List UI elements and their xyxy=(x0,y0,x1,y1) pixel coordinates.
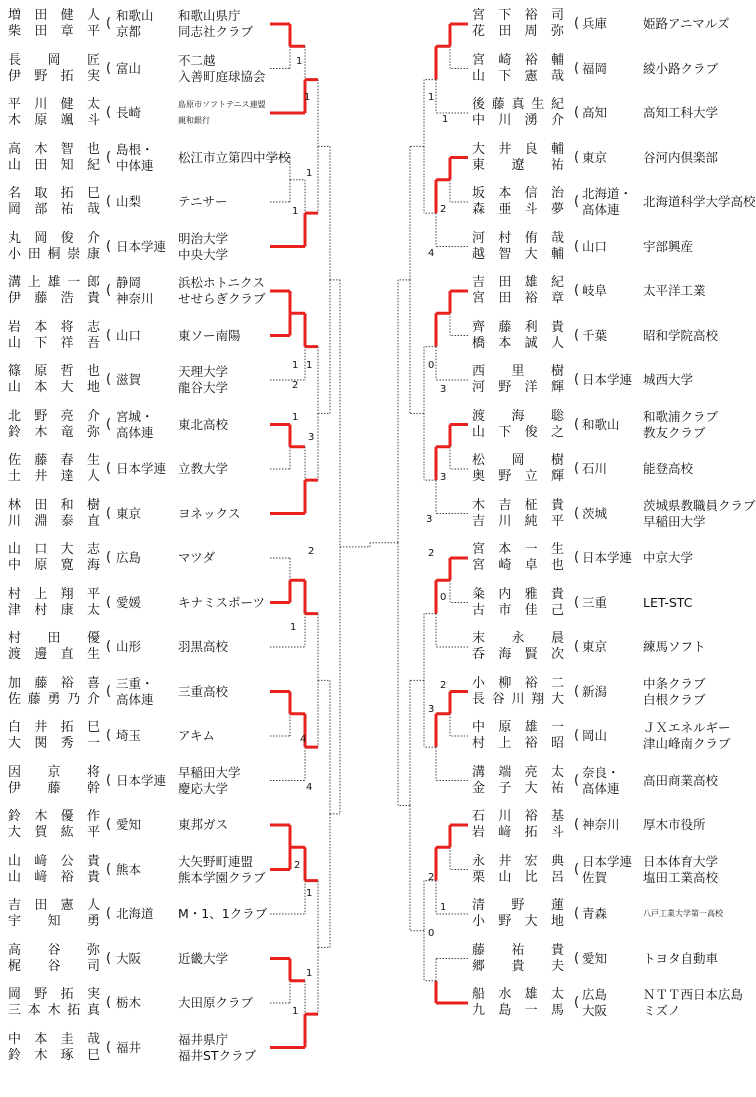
club-name: 近畿大学 xyxy=(178,950,229,966)
player-name: 柴 田 章 平 xyxy=(8,24,100,39)
score-label: 0 xyxy=(428,928,435,939)
player-name: 宮 下 裕 司 xyxy=(472,8,564,23)
prefecture: 埼玉 xyxy=(116,728,142,743)
score-label: 1 xyxy=(428,92,435,103)
player-name: 村 田 優 xyxy=(8,631,100,646)
score-label: 4 xyxy=(428,248,435,259)
paren-mark: ( xyxy=(106,238,112,254)
prefecture: 東京 xyxy=(582,639,608,654)
player-name: 大 賀 紘 平 xyxy=(8,825,100,840)
prefecture: 愛知 xyxy=(116,817,142,832)
paren-mark: ( xyxy=(106,550,112,565)
club-name: 八戸工業大学第一高校 xyxy=(643,909,723,918)
club-name: テニサー xyxy=(178,194,228,209)
club-name: 日本体育大学 塩田工業高校 xyxy=(643,853,719,885)
club-name: 大矢野町連盟 熊本学園クラブ xyxy=(178,853,266,885)
player-name: 溝 上 雄 一 郎 xyxy=(8,275,100,290)
player-name: 佐 藤 勇 乃 介 xyxy=(8,691,100,707)
score-label: 1 xyxy=(292,206,299,217)
player-name: 村 上 翔 平 xyxy=(8,586,100,602)
score-label: 4 xyxy=(300,734,307,745)
player-name: 林 田 和 樹 xyxy=(8,497,100,513)
player-name: 白 井 拓 巳 xyxy=(8,720,100,735)
player-name: 松 岡 樹 xyxy=(472,453,564,468)
player-name: 北 野 亮 介 xyxy=(8,408,100,424)
prefecture: 日本学連 xyxy=(582,372,633,387)
score-label: 3 xyxy=(428,704,435,715)
player-name: 宮 田 裕 章 xyxy=(472,291,564,306)
player-name: 末 永 晨 xyxy=(472,631,564,646)
prefecture: 千葉 xyxy=(582,327,608,343)
player-name: 平 川 健 太 xyxy=(8,97,100,112)
player-name: 河 村 侑 哉 xyxy=(472,230,564,246)
paren-mark: ( xyxy=(574,683,580,699)
score-label: 1 xyxy=(442,114,449,125)
score-label: 2 xyxy=(292,380,299,391)
paren-mark: ( xyxy=(574,950,580,966)
player-name: 鈴 木 琢 巳 xyxy=(8,1047,100,1063)
score-label: 1 xyxy=(292,360,299,371)
player-name: 森 亜 斗 夢 xyxy=(472,202,564,217)
club-name: ＮＴＴ西日本広島 ミズノ xyxy=(643,987,744,1018)
player-name: 宮 崎 卓 也 xyxy=(472,558,564,573)
player-name: 吉 田 雄 紀 xyxy=(472,275,564,290)
club-name: 綾小路クラブ xyxy=(643,60,719,76)
player-name: 岡 部 祐 哉 xyxy=(8,202,100,217)
paren-mark: ( xyxy=(106,283,112,298)
player-name: 因 京 将 xyxy=(8,764,100,780)
prefecture: 高知 xyxy=(582,105,608,120)
player-name: 船 水 雄 太 xyxy=(472,987,564,1002)
prefecture: 北海道 xyxy=(116,906,154,921)
player-name: 木 原 颯 斗 xyxy=(8,113,100,128)
player-name: 津 村 康 太 xyxy=(8,602,100,618)
paren-mark: ( xyxy=(574,461,580,476)
paren-mark: ( xyxy=(106,683,112,699)
prefecture: 福井 xyxy=(116,1039,142,1055)
player-name: 伊 藤 浩 貴 xyxy=(8,291,100,306)
prefecture: 福岡 xyxy=(582,60,608,76)
player-name: 宮 崎 裕 輔 xyxy=(472,52,564,68)
prefecture: 日本学連 xyxy=(116,461,167,476)
player-name: 九 島 一 馬 xyxy=(472,1003,564,1018)
player-name: 後 藤 真 生 紀 xyxy=(472,97,564,112)
player-name: 高 木 智 也 xyxy=(8,141,100,157)
prefecture: 愛知 xyxy=(582,950,608,966)
club-name: 三重高校 xyxy=(178,683,229,699)
player-name: 岡 野 拓 実 xyxy=(8,987,100,1002)
paren-mark: ( xyxy=(574,728,580,743)
player-name: 山 本 大 地 xyxy=(8,380,100,395)
prefecture: 愛媛 xyxy=(116,594,142,610)
player-name: 栗 山 比 呂 xyxy=(472,869,564,885)
club-name: 天理大学 龍谷大学 xyxy=(178,364,229,395)
club-name: 中条クラブ 白根クラブ xyxy=(643,675,706,707)
paren-mark: ( xyxy=(574,283,580,298)
player-name: 坂 本 信 治 xyxy=(472,186,564,201)
paren-mark: ( xyxy=(574,817,580,832)
player-name: 高 谷 弥 xyxy=(8,942,100,958)
prefecture: 山形 xyxy=(116,639,142,654)
paren-mark: ( xyxy=(106,505,112,521)
score-label: 1 xyxy=(296,56,303,67)
player-name: 中 本 圭 哉 xyxy=(8,1031,100,1047)
score-label: 1 xyxy=(306,360,313,371)
player-name: 三 本 木 拓 真 xyxy=(8,1003,100,1018)
player-name: 山 﨑 公 貴 xyxy=(8,853,100,869)
score-label: 1 xyxy=(306,968,313,979)
player-name: 山 下 憲 哉 xyxy=(472,68,564,84)
club-name: 羽黒高校 xyxy=(178,639,229,654)
club-name: 能登高校 xyxy=(643,461,694,476)
club-name: LET-STC xyxy=(643,594,693,610)
paren-mark: ( xyxy=(106,728,112,743)
player-name: 大 関 秀 一 xyxy=(8,736,100,751)
score-label: 2 xyxy=(440,204,447,215)
player-name: 花 田 周 弥 xyxy=(472,24,564,39)
paren-mark: ( xyxy=(574,995,580,1010)
prefecture: 和歌山 xyxy=(582,416,620,432)
prefecture: 日本学連 xyxy=(582,550,633,565)
club-name: 茨城県教職員クラブ 早稲田大学 xyxy=(643,497,756,529)
prefecture: 日本学連 佐賀 xyxy=(582,853,633,885)
score-label: 1 xyxy=(304,92,311,103)
player-name: 東 遼 祐 xyxy=(472,157,564,173)
score-label: 3 xyxy=(440,472,447,483)
player-name: 篠 原 哲 也 xyxy=(8,364,100,379)
paren-mark: ( xyxy=(574,60,580,76)
player-name: 増 田 健 人 xyxy=(8,8,100,23)
paren-mark: ( xyxy=(106,639,112,654)
player-name: 永 井 宏 典 xyxy=(472,853,564,869)
prefecture: 栃木 xyxy=(116,995,142,1010)
player-name: 小 野 大 地 xyxy=(472,914,564,929)
club-name: 高知工科大学 xyxy=(643,105,719,120)
prefecture: 石川 xyxy=(582,461,608,476)
player-name: 大 井 良 輔 xyxy=(472,141,564,157)
club-name: 東北高校 xyxy=(178,416,229,432)
prefecture: 奈良・ 高体連 xyxy=(582,764,620,796)
club-name: 宇部興産 xyxy=(643,238,694,254)
prefecture: 山口 xyxy=(116,327,142,343)
player-name: 伊 野 拓 実 xyxy=(8,68,100,84)
player-name: 宇 知 勇 xyxy=(8,914,100,929)
paren-mark: ( xyxy=(106,149,112,165)
player-name: 吉 川 純 平 xyxy=(472,513,564,529)
player-name: 渡 邊 直 生 xyxy=(8,647,100,662)
prefecture: 山口 xyxy=(582,238,608,254)
paren-mark: ( xyxy=(574,594,580,610)
score-label: 0 xyxy=(428,360,435,371)
player-name: 奥 野 立 輝 xyxy=(472,469,564,484)
player-name: 中 原 雄 一 xyxy=(472,720,564,735)
paren-mark: ( xyxy=(574,416,580,432)
prefecture: 山梨 xyxy=(116,194,142,209)
player-name: 郷 貴 夫 xyxy=(472,958,564,974)
club-name: キナミスポーツ xyxy=(178,594,266,610)
club-name: 城西大学 xyxy=(643,372,694,387)
club-name: ヨネックス xyxy=(178,505,241,521)
player-name: 伊 藤 幹 xyxy=(8,780,100,796)
player-name: 橋 本 誠 人 xyxy=(472,335,564,351)
club-name: 福井県庁 福井STクラブ xyxy=(178,1031,257,1063)
player-name: 梶 谷 司 xyxy=(8,958,100,974)
player-name: 山 﨑 裕 貴 xyxy=(8,869,100,885)
prefecture: 宮城・ 高体連 xyxy=(116,408,154,440)
player-name: 岩 﨑 拓 斗 xyxy=(472,825,564,840)
club-name: 練馬ソフト xyxy=(643,639,706,654)
player-name: 清 野 蓮 xyxy=(472,898,564,913)
paren-mark: ( xyxy=(574,906,580,921)
player-name: 粂 内 雅 貴 xyxy=(472,586,564,602)
club-name: アキム xyxy=(178,728,215,743)
player-name: 長 谷 川 翔 大 xyxy=(472,691,564,707)
paren-mark: ( xyxy=(106,950,112,966)
prefecture: 和歌山 京都 xyxy=(116,8,154,39)
club-name: トヨタ自動車 xyxy=(643,950,719,966)
prefecture: 日本学連 xyxy=(116,772,167,788)
score-label: 2 xyxy=(308,546,315,557)
paren-mark: ( xyxy=(574,149,580,165)
score-label: 4 xyxy=(306,782,313,793)
paren-mark: ( xyxy=(106,327,112,343)
club-name: マツダ xyxy=(178,550,216,565)
player-name: 西 里 樹 xyxy=(472,364,564,379)
club-name: ＪＸエネルギー 津山峰南クラブ xyxy=(643,720,731,751)
paren-mark: ( xyxy=(574,16,580,31)
paren-mark: ( xyxy=(574,505,580,521)
player-name: 吉 田 憲 人 xyxy=(8,898,100,913)
paren-mark: ( xyxy=(574,372,580,387)
score-label: 0 xyxy=(440,592,447,603)
player-name: 名 取 拓 巳 xyxy=(8,186,100,201)
player-name: 古 市 佳 己 xyxy=(472,602,564,618)
player-name: 渡 海 聡 xyxy=(472,408,564,424)
score-label: 2 xyxy=(428,872,435,883)
player-name: 溝 端 亮 太 xyxy=(472,764,564,780)
club-name: 姫路アニマルズ xyxy=(643,16,730,31)
player-name: 呑 海 賢 次 xyxy=(472,647,564,662)
club-name: 北海道科学大学高校 xyxy=(643,194,756,209)
score-label: 1 xyxy=(292,412,299,423)
club-name: 太平洋工業 xyxy=(643,283,706,298)
prefecture: 長崎 xyxy=(116,105,142,120)
paren-mark: ( xyxy=(106,372,112,387)
score-label: 1 xyxy=(292,1006,299,1017)
paren-mark: ( xyxy=(574,194,580,209)
club-name: 東邦ガス xyxy=(178,817,229,832)
paren-mark: ( xyxy=(574,550,580,565)
player-name: 岩 本 将 志 xyxy=(8,319,100,335)
paren-mark: ( xyxy=(574,639,580,654)
club-name: 高田商業高校 xyxy=(643,772,719,788)
club-name: 島原市ソフトテニス連盟 親和銀行 xyxy=(178,100,266,125)
score-label: 1 xyxy=(306,888,313,899)
player-name: 宮 本 一 生 xyxy=(472,542,564,557)
prefecture: 三重・ 高体連 xyxy=(116,675,154,707)
prefecture: 兵庫 xyxy=(582,16,608,31)
player-name: 加 藤 裕 喜 xyxy=(8,675,100,691)
club-name: 不二越 入善町庭球協会 xyxy=(178,52,266,84)
paren-mark: ( xyxy=(106,995,112,1010)
player-name: 村 上 裕 昭 xyxy=(472,736,564,751)
player-name: 川 淵 泰 直 xyxy=(8,513,100,529)
prefecture: 岐阜 xyxy=(582,283,608,298)
player-name: 河 野 洋 輝 xyxy=(472,380,564,395)
paren-mark: ( xyxy=(106,594,112,610)
club-name: 谷河内倶楽部 xyxy=(643,149,719,165)
prefecture: 岡山 xyxy=(582,728,608,743)
player-name: 越 智 大 輔 xyxy=(472,246,564,262)
paren-mark: ( xyxy=(574,105,580,120)
player-name: 鈴 木 竜 弥 xyxy=(8,424,100,440)
paren-mark: ( xyxy=(106,1039,112,1055)
prefecture: 三重 xyxy=(582,594,608,610)
player-name: 藤 祐 貴 xyxy=(472,942,564,958)
score-label: 3 xyxy=(440,384,447,395)
paren-mark: ( xyxy=(574,238,580,254)
prefecture: 滋賀 xyxy=(116,372,142,387)
paren-mark: ( xyxy=(106,105,112,120)
player-name: 小 柳 裕 二 xyxy=(472,675,564,691)
score-label: 1 xyxy=(290,622,297,633)
score-label: 2 xyxy=(294,860,301,871)
paren-mark: ( xyxy=(106,817,112,832)
paren-mark: ( xyxy=(574,327,580,343)
player-name: 山 田 知 紀 xyxy=(8,157,100,173)
club-name: 明治大学 中央大学 xyxy=(178,230,229,262)
player-name: 長 岡 匠 xyxy=(8,52,100,68)
prefecture: 広島 xyxy=(116,550,142,565)
paren-mark: ( xyxy=(106,861,112,877)
paren-mark: ( xyxy=(574,861,580,877)
prefecture: 富山 xyxy=(116,60,142,76)
prefecture: 北海道・ 高体連 xyxy=(582,186,633,217)
prefecture: 広島 大阪 xyxy=(582,987,608,1018)
player-name: 小 田 桐 崇 康 xyxy=(8,246,100,262)
club-name: 厚木市役所 xyxy=(643,817,706,832)
prefecture: 熊本 xyxy=(116,861,142,877)
player-name: 石 川 裕 基 xyxy=(472,809,564,824)
club-name: 大田原クラブ xyxy=(178,995,254,1010)
paren-mark: ( xyxy=(106,772,112,788)
score-label: 1 xyxy=(306,168,313,179)
player-name: 山 下 俊 之 xyxy=(472,424,564,440)
club-name: 立教大学 xyxy=(178,461,229,476)
player-name: 金 子 大 祐 xyxy=(472,780,564,796)
prefecture: 青森 xyxy=(582,906,608,921)
player-name: 山 口 大 志 xyxy=(8,542,100,557)
paren-mark: ( xyxy=(106,461,112,476)
club-name: 浜松ホトニクス せせらぎクラブ xyxy=(178,275,266,306)
club-name: M・1、1クラブ xyxy=(178,906,268,921)
club-name: 昭和学院高校 xyxy=(643,327,719,343)
paren-mark: ( xyxy=(106,16,112,31)
player-name: 土 井 達 人 xyxy=(8,469,100,484)
club-name: 和歌山県庁 同志社クラブ xyxy=(178,8,254,39)
player-name: 中 原 寛 海 xyxy=(8,558,100,573)
prefecture: 日本学連 xyxy=(116,238,167,254)
paren-mark: ( xyxy=(106,906,112,921)
player-name: 山 下 祥 吾 xyxy=(8,335,100,351)
prefecture: 大阪 xyxy=(116,950,142,966)
player-name: 木 吉 柾 貴 xyxy=(472,497,564,513)
score-label: 1 xyxy=(440,902,447,913)
club-name: 松江市立第四中学校 xyxy=(178,149,291,165)
prefecture: 神奈川 xyxy=(582,817,620,832)
club-name: 中京大学 xyxy=(643,550,694,565)
player-name: 佐 藤 春 生 xyxy=(8,453,100,468)
score-label: 3 xyxy=(308,432,315,443)
score-label: 3 xyxy=(426,514,433,525)
prefecture: 東京 xyxy=(116,505,142,521)
score-label: 2 xyxy=(440,680,447,691)
club-name: 早稲田大学 慶応大学 xyxy=(178,764,241,796)
paren-mark: ( xyxy=(106,416,112,432)
prefecture: 島根・ 中体連 xyxy=(116,141,154,173)
prefecture: 茨城 xyxy=(582,505,608,521)
player-name: 中 川 湧 介 xyxy=(472,113,564,128)
paren-mark: ( xyxy=(106,60,112,76)
paren-mark: ( xyxy=(106,194,112,209)
player-name: 齊 藤 利 貴 xyxy=(472,319,564,335)
prefecture: 新潟 xyxy=(582,683,608,699)
prefecture: 静岡 神奈川 xyxy=(116,275,154,306)
prefecture: 東京 xyxy=(582,149,608,165)
player-name: 丸 岡 俊 介 xyxy=(8,230,100,246)
score-label: 2 xyxy=(428,548,435,559)
club-name: 和歌浦クラブ 教友クラブ xyxy=(643,408,719,440)
player-name: 鈴 木 優 作 xyxy=(8,809,100,824)
paren-mark: ( xyxy=(574,772,580,788)
club-name: 東ソー南陽 xyxy=(178,327,241,343)
